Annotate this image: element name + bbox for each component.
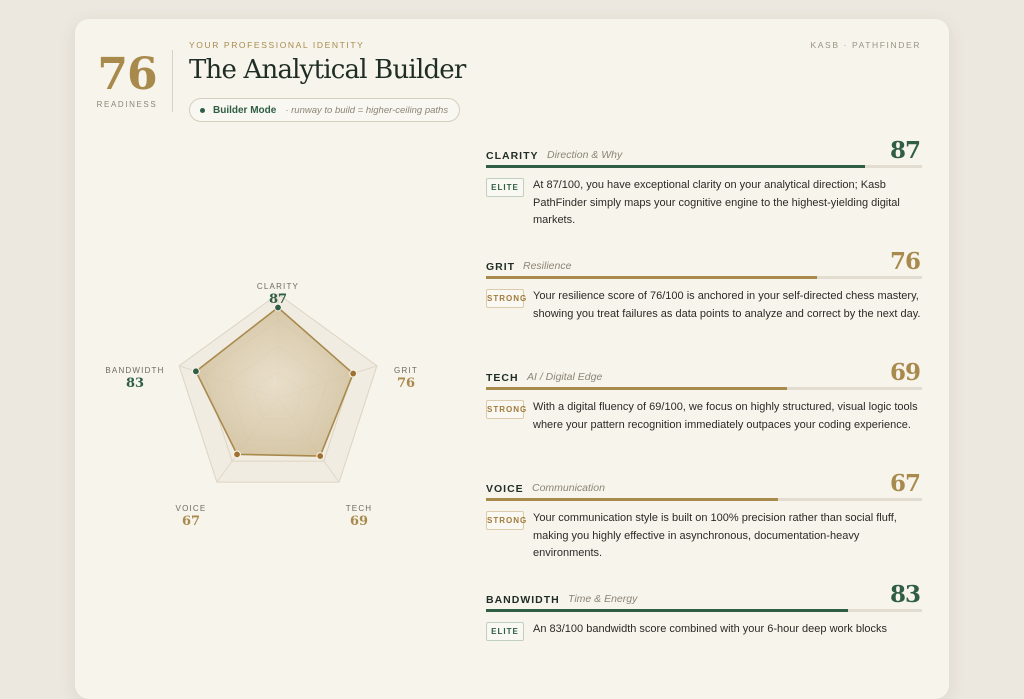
metric-score: 69	[889, 359, 920, 386]
metric-progress-track	[486, 165, 922, 168]
metric-name: GRIT	[486, 261, 516, 273]
metric-progress-track	[486, 276, 922, 279]
radar-point-bandwidth	[193, 368, 200, 375]
radar-chart	[75, 19, 475, 579]
metric-name: TECH	[486, 372, 519, 384]
metric-progress-track	[486, 387, 922, 390]
metric-name: BANDWIDTH	[486, 594, 560, 606]
metric-description: Your communication style is built on 100% precision rather than social fluff, making you highly effective in asynchronous, documentation-heavy environments.	[533, 512, 897, 559]
page-title: The Analytical Builder	[189, 55, 466, 85]
metric-progress-track	[486, 609, 922, 612]
radar-label-grit: GRIT	[394, 366, 418, 375]
eyebrow-label: YOUR PROFESSIONAL IDENTITY	[189, 40, 365, 50]
readiness-score: 76	[97, 49, 157, 100]
metric-name: VOICE	[486, 483, 524, 495]
metric-description: With a digital fluency of 69/100, we focus on highly structured, visual logic tools where your pattern recognition immediately outpaces your coding experience.	[533, 401, 918, 431]
metric-header	[486, 137, 922, 165]
metric-body	[486, 177, 922, 230]
metric-body	[486, 288, 922, 323]
metric-tech	[486, 359, 922, 434]
metric-description: An 83/100 bandwidth score combined with your 6-hour deep work blocks	[533, 623, 888, 635]
radar-label-voice: VOICE	[175, 504, 207, 513]
radar-value-tech: 69	[349, 514, 369, 529]
metric-body	[486, 510, 922, 563]
metric-progress-fill	[486, 387, 787, 390]
metric-header	[486, 470, 922, 498]
metric-score: 76	[889, 248, 920, 275]
metric-subtitle: Time & Energy	[568, 593, 638, 605]
tier-badge: STRONG	[486, 289, 524, 308]
radar-point-tech	[317, 453, 324, 460]
metric-grit	[486, 248, 922, 323]
identity-card	[75, 19, 949, 699]
metric-header	[486, 581, 922, 609]
metric-description: At 87/100, you have exceptional clarity on your analytical direction; Kasb PathFinder simply maps your cognitive engine to the highest-yielding digital markets.	[533, 179, 900, 226]
radar-label-clarity: CLARITY	[256, 282, 300, 291]
tier-badge: ELITE	[486, 622, 524, 641]
metric-progress-track	[486, 498, 922, 501]
metric-body	[486, 621, 922, 639]
radar-label-tech: TECH	[345, 504, 373, 513]
metric-progress-fill	[486, 276, 817, 279]
radar-label-bandwidth: BANDWIDTH	[105, 366, 165, 375]
metric-score: 67	[889, 470, 920, 497]
metric-header	[486, 248, 922, 276]
metric-subtitle: Communication	[532, 482, 605, 494]
metric-clarity	[486, 137, 922, 230]
metric-name: CLARITY	[486, 150, 539, 162]
radar-value-clarity: 87	[268, 292, 288, 307]
radar-point-voice	[234, 451, 241, 458]
metric-progress-fill	[486, 609, 848, 612]
radar-value-voice: 67	[181, 514, 201, 529]
metric-subtitle: Direction & Why	[547, 149, 623, 161]
radar-point-grit	[350, 370, 357, 377]
radar-value-bandwidth: 83	[125, 376, 145, 391]
metric-voice	[486, 470, 922, 563]
metric-description: Your resilience score of 76/100 is anchored in your self-directed chess mastery, showing you treat failures as data points to analyze and correct by the next day.	[533, 290, 921, 320]
mode-description: · runway to build = higher-ceiling paths	[285, 104, 449, 116]
tier-badge: STRONG	[486, 511, 524, 530]
metric-score: 87	[889, 137, 920, 164]
readiness-label: READINESS	[96, 100, 158, 109]
metric-bandwidth	[486, 581, 922, 639]
brand-label: KASB · PATHFINDER	[810, 40, 921, 50]
metric-score: 83	[889, 581, 920, 608]
metric-progress-fill	[486, 498, 778, 501]
tier-badge: ELITE	[486, 178, 524, 197]
metric-body	[486, 399, 922, 434]
metric-progress-fill	[486, 165, 865, 168]
radar-value-grit: 76	[396, 376, 416, 391]
metric-header	[486, 359, 922, 387]
metric-subtitle: Resilience	[523, 260, 572, 272]
metric-subtitle: AI / Digital Edge	[527, 371, 603, 383]
tier-badge: STRONG	[486, 400, 524, 419]
mode-label: Builder Mode	[213, 104, 277, 116]
